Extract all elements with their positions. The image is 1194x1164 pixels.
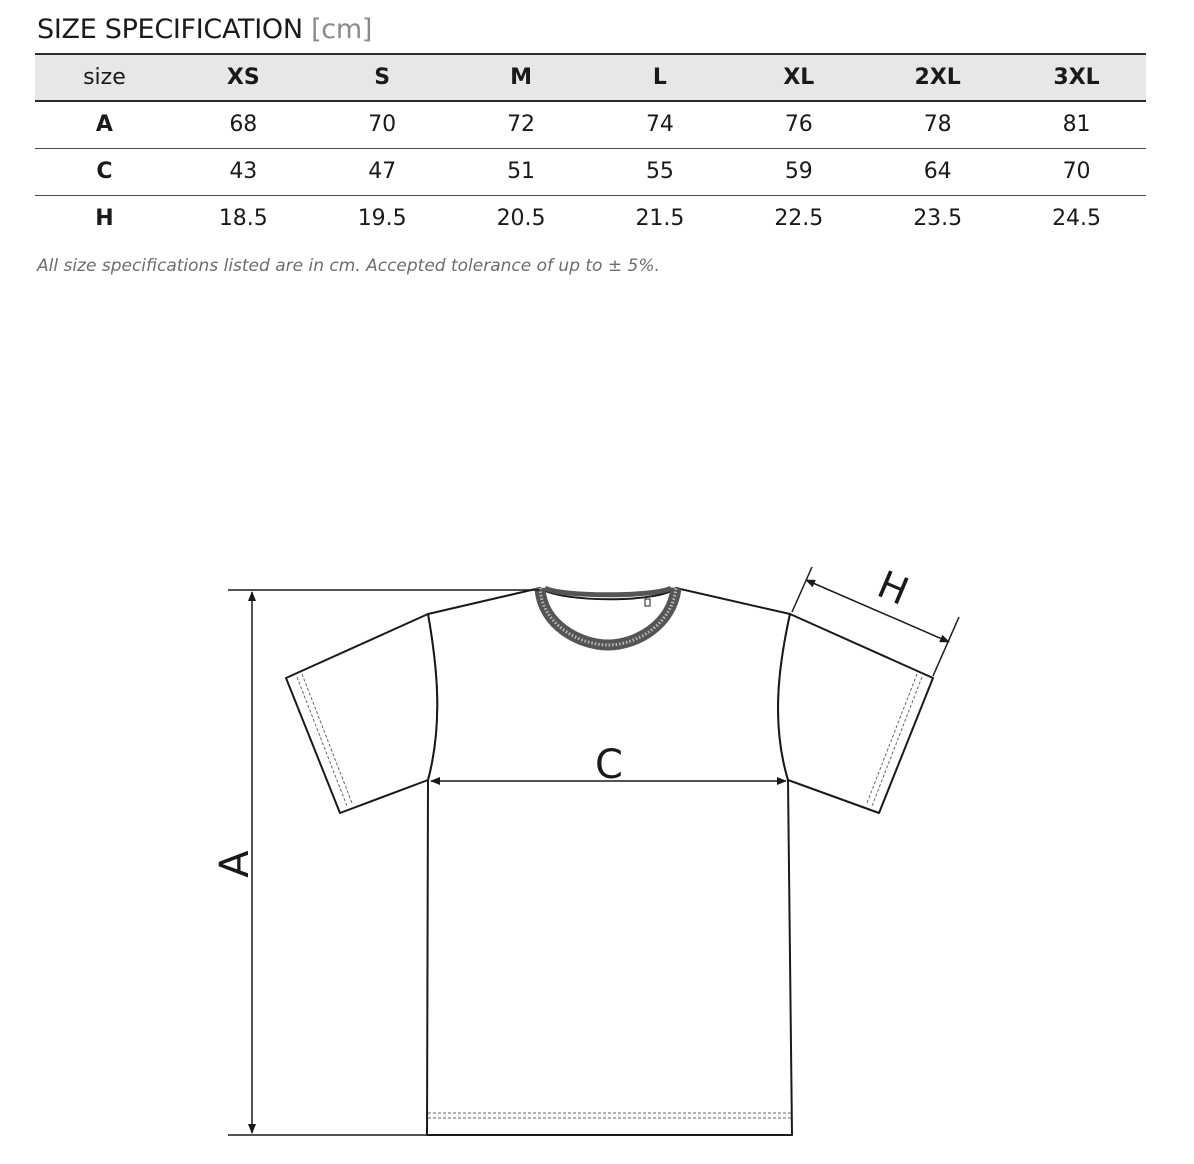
- table-cell: 70: [1007, 148, 1146, 195]
- table-cell: 24.5: [1007, 195, 1146, 242]
- table-cell: 51: [452, 148, 591, 195]
- table-cell: 74: [645, 112, 674, 138]
- row-label: A: [95, 112, 113, 138]
- column-header: 3XL: [1007, 54, 1146, 101]
- table-cell: 21.5: [591, 195, 730, 242]
- table-cell: 55: [591, 148, 730, 195]
- tshirt-outline: [286, 588, 933, 1135]
- column-header: M: [452, 54, 591, 101]
- table-cell: 19.5: [313, 195, 452, 242]
- column-header: size: [35, 54, 174, 101]
- title-unit: [cm]: [311, 14, 373, 45]
- title-text: SIZE SPECIFICATION: [37, 14, 303, 45]
- table-cell: 72: [507, 112, 536, 138]
- column-header: XS: [174, 54, 313, 101]
- table-cell: 43: [174, 148, 313, 195]
- table-cell: 23.5: [868, 195, 1007, 242]
- table-cell: 18.5: [174, 195, 313, 242]
- label-c: C: [595, 742, 623, 788]
- table-cell: 70: [368, 112, 397, 138]
- table-cell: 22.5: [729, 195, 868, 242]
- row-label: C: [35, 148, 174, 195]
- label-h: H: [871, 562, 915, 614]
- column-header: 2XL: [868, 54, 1007, 101]
- column-header: L: [591, 54, 730, 101]
- table-cell: 81: [1062, 112, 1091, 138]
- table-cell: 20.5: [452, 195, 591, 242]
- label-a: A: [212, 850, 258, 878]
- table-cell: 68: [229, 112, 258, 138]
- tolerance-note: All size specifications listed are in cm. Accepted tolerance of up to ± 5%.: [37, 256, 660, 276]
- table-cell: 59: [729, 148, 868, 195]
- column-header: S: [313, 54, 452, 101]
- table-cell: 64: [868, 148, 1007, 195]
- column-header: XL: [729, 54, 868, 101]
- table-cell: 76: [784, 112, 813, 138]
- table-cell: 78: [923, 112, 952, 138]
- row-label: H: [35, 195, 174, 242]
- table-cell: 47: [313, 148, 452, 195]
